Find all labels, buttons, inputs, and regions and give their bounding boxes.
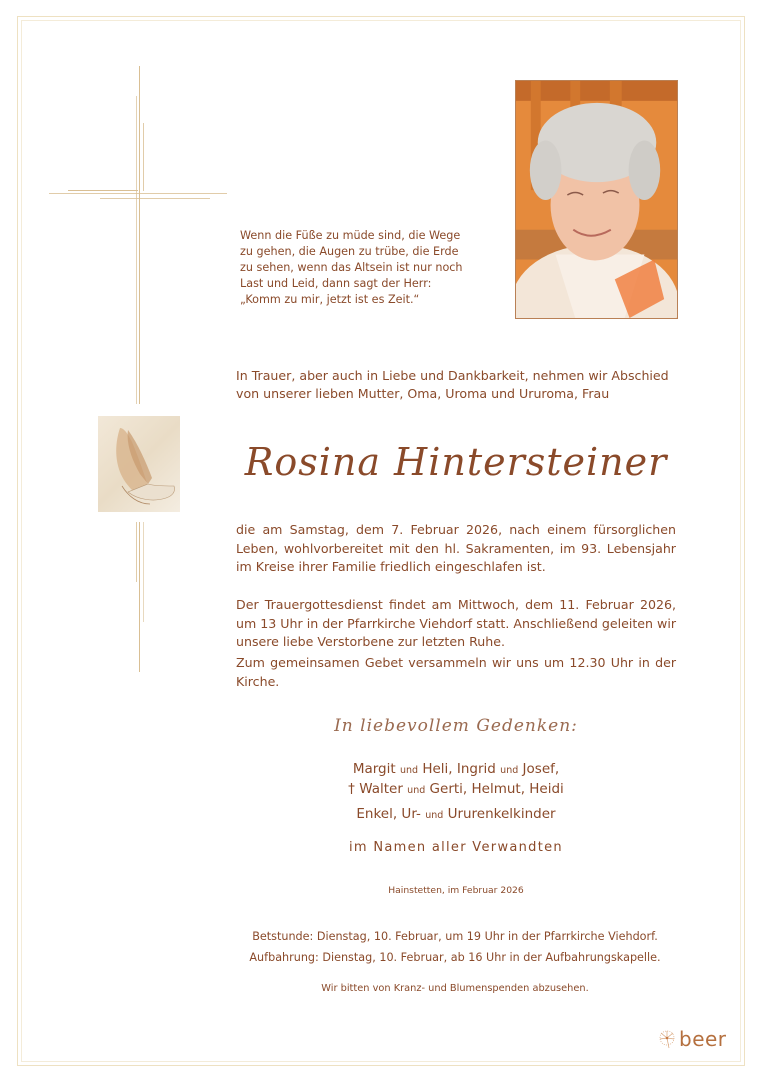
poem-line: Wenn die Füße zu müde sind, die Wege xyxy=(240,229,461,242)
family-conjunction: und xyxy=(399,765,419,776)
family-conjunction: und xyxy=(407,785,426,796)
family-conjunction: und xyxy=(425,810,444,821)
beer-logo xyxy=(657,1026,727,1052)
family-name: Margit xyxy=(352,761,396,777)
family-row-2 xyxy=(236,779,676,801)
deceased-name: Rosina Hintersteiner xyxy=(244,440,668,484)
family-name: Heli, Ingrid xyxy=(422,761,496,777)
family-name: Josef, xyxy=(522,761,560,777)
praying-hands-image xyxy=(98,416,180,512)
betstunde-info: Betstunde: Dienstag, 10. Februar, um 19 Uhr in der Pfarrkirche Viehdorf. xyxy=(252,930,658,943)
service-paragraph: Der Trauergottesdienst findet am Mittwoch, dem 11. Februar 2026, um 13 Uhr in der Pfarrkirche Viehdorf statt. Anschließend geleiten wir unsere liebe Verstorbene zur letzten Ruhe. xyxy=(236,597,676,649)
memory-heading: In liebevollem Gedenken: xyxy=(334,716,578,736)
family-name: Ururenkelkinder xyxy=(447,806,556,822)
poem-line: zu sehen, wenn das Altsein ist nur noch xyxy=(240,261,463,274)
intro-line-2: von unserer lieben Mutter, Oma, Uroma und Ururoma, Frau xyxy=(236,386,610,401)
family-row-3 xyxy=(236,804,676,826)
poem-line: Last und Leid, dann sagt der Herr: xyxy=(240,277,432,290)
family-name: Enkel, Ur- xyxy=(356,806,421,822)
family-row-1 xyxy=(236,759,676,781)
dandelion-icon xyxy=(657,1029,677,1049)
death-paragraph: die am Samstag, dem 7. Februar 2026, nach einem fürsorglichen Leben, wohlvorbereitet mit den hl. Sakramenten, im 93. Lebensjahr im Kreise ihrer Familie friedlich eingeschlafen ist. xyxy=(236,522,676,574)
praying-hands-icon xyxy=(98,416,180,512)
logo-text: beer xyxy=(679,1027,727,1051)
place-date: Hainstetten, im Februar 2026 xyxy=(388,885,524,896)
poem-line: zu gehen, die Augen zu trübe, die Erde xyxy=(240,245,459,258)
intro-text xyxy=(236,367,676,403)
intro-line-1: In Trauer, aber auch in Liebe und Dankbarkeit, nehmen wir Abschied xyxy=(236,368,669,383)
aufbahrung-info: Aufbahrung: Dienstag, 10. Februar, ab 16 Uhr in der Aufbahrungskapelle. xyxy=(249,951,661,964)
family-row-4: im Namen aller Verwandten xyxy=(349,840,563,855)
poem xyxy=(240,228,480,308)
prayer-paragraph: Zum gemeinsamen Gebet versammeln wir uns um 12.30 Uhr in der Kirche. xyxy=(236,655,676,689)
donation-request: Wir bitten von Kranz- und Blumenspenden abzusehen. xyxy=(321,983,589,994)
family-name: † Walter xyxy=(348,781,403,797)
poem-line: „Komm zu mir, jetzt ist es Zeit.“ xyxy=(240,293,420,306)
family-conjunction: und xyxy=(500,765,519,776)
family-name: Gerti, Helmut, Heidi xyxy=(429,781,564,797)
portrait-photo xyxy=(515,80,678,319)
